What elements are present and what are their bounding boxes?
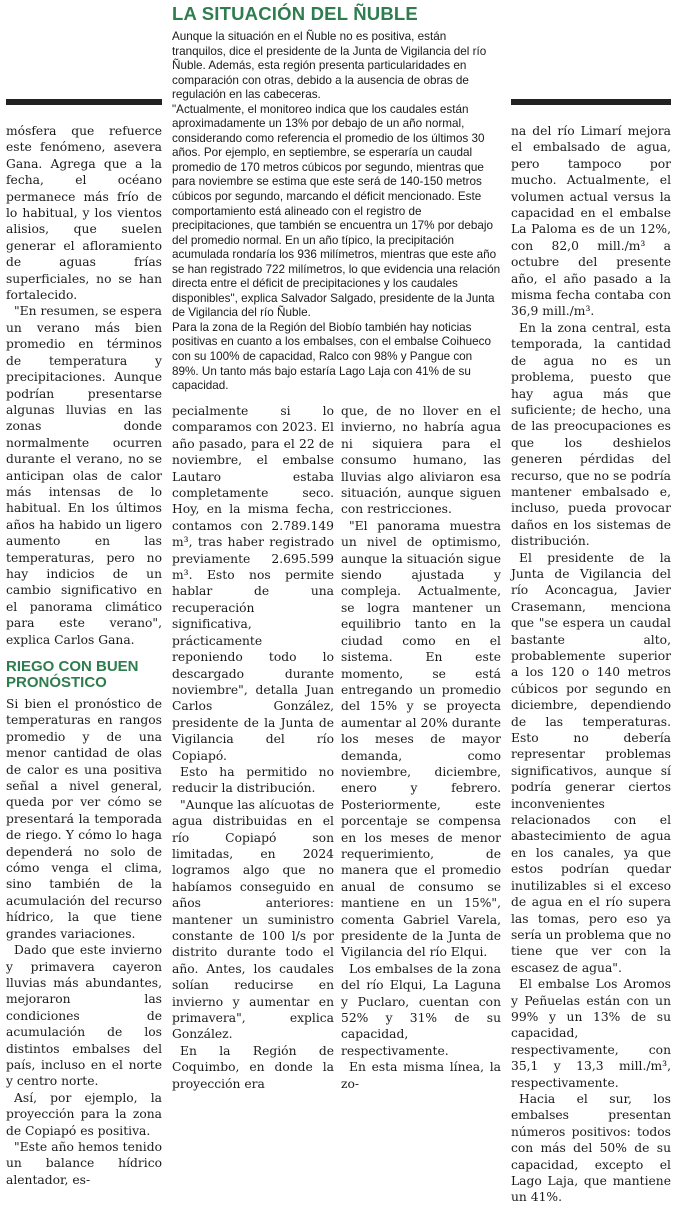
paragraph: En esta misma línea, la zo- [341, 1060, 501, 1091]
paragraph: que, de no llover en el invierno, no habría agua ni siquiera para el consumo humano, las lluvias algo aliviaron esa situación, aunque siguen con restricciones. [341, 404, 501, 517]
paragraph: "El panorama muestra un nivel de optimismo, aunque la situación sigue siendo ajustada y compleja. Actualmente, se logra mantener un equilibrio tanto en la ciudad como en el sistema. En este momento, se está entregando un promedio del 15% y se proyecta aumentar al 20% durante los meses de mayor demanda, como noviembre, diciembre, enero y febrero. Posteriormente, este porcentaje se compensa en los meses de menor requerimiento, de manera que el promedio anual de consumo se mantiene en un 15%", comenta Gabriel Varela, presidente de la Junta de Vigilancia del río Elqui. [341, 518, 501, 960]
paragraph: Hacia el sur, los embalses presentan números positivos: todos con más del 50% de su capacidad, excepto el Lago Laja, que mantiene un 41%. [511, 1091, 671, 1205]
paragraph: "En resumen, se espera un verano más bien promedio en términos de temperatura y precipitaciones. Aunque podrían presentarse algunas lluvias en las zonas donde normalmente ocurren durante el verano, no se anticipan olas de calor más intensas de lo habitual. En los últimos años ha habido un ligero aumento en las temperaturas, pero no hay indicios de un cambio significativo en el panorama climático para este verano", explica Carlos Gana. [6, 304, 162, 647]
sidebar-box-paragraph: "Actualmente, el monitoreo indica que los caudales están aproximadamente un 13% por debajo de un año normal, considerando como referencia el promedio de los últimos 30 años. Por ejemplo, en septiembre, se esperaría un caudal promedio de 170 metros cúbicos por segundo, mientras que para noviembre se estima que este será de 140-150 metros cúbicos por segundo, marcando el déficit mencionado. Este comportamiento está alineado con el registro de precipitaciones, que también se encuentra un 17% por debajo del promedio normal. En un año típico, la precipitación acumulada rondaría los 936 milímetros, mientras que este año se han registrado 722 milímetros, lo que evidencia una relación directa entre el déficit de precipitaciones y los caudales disponibles", explica Salvador Salgado, presidente de la Junta de Vigilancia del río Ñuble. [172, 102, 501, 320]
sidebar-box-title: LA SITUACIÓN DEL ÑUBLE [172, 3, 418, 24]
article-column-3 [341, 403, 501, 1091]
paragraph: mósfera que refuerce este fenómeno, asevera Gana. Agrega que a la fecha, el océano permanece más frío de lo habitual, y los vientos alisios, que suelen generar el afloramiento de aguas frías superficiales, no se han fortalecido. [6, 124, 162, 303]
paragraph: El presidente de la Junta de Vigilancia del río Aconcagua, Javier Crasemann, menciona que "se espera un caudal bastante alto, probablemente superior a los 120 o 140 metros cúbicos por segundo en diciembre, dependiendo de las temperaturas. Esto no debería representar problemas significativos, aunque sí podría generar ciertos inconvenientes relacionados con el abastecimiento de agua en los canales, ya que estos podrían quedar inutilizables si el exceso de agua en el río supera las tomas, pero eso ya sería un problema que no tiene que ver con la escasez de agua". [511, 550, 671, 975]
paragraph: na del río Limarí mejora el embalsado de agua, pero tampoco por mucho. Actualmente, el volumen actual versus la capacidad en el embalse La Paloma es de un 12%, con 82,0 mill./m³ a octubre del presente año, el año pasado a la misma fecha contaba con 36,9 mill./m³. [511, 124, 671, 319]
paragraph: "Este año hemos tenido un balance hídrico alentador, es- [6, 1139, 162, 1187]
left-column-top-rule [6, 99, 162, 105]
paragraph: En la Región de Coquimbo, en donde la proyección era [172, 1043, 334, 1091]
right-column-top-rule [511, 99, 671, 105]
sidebar-box-body [172, 30, 501, 394]
sidebar-box-paragraph: Aunque la situación en el Ñuble no es positiva, están tranquilos, dice el presidente de la Junta de Vigilancia del río Ñuble. Además, esta región presenta particularidades en comparación con otras, debido a la ausencia de obras de regulación en las cabeceras. [172, 30, 487, 102]
article-column-2 [172, 403, 334, 1091]
paragraph: Así, por ejemplo, la proyección para la zona de Copiapó es positiva. [6, 1090, 162, 1138]
paragraph: El embalse Los Aromos y Peñuelas están con un 99% y un 13% de su capacidad, respectivamente, con 35,1 y 13,3 mill./m³, respectivamente. [511, 977, 671, 1090]
article-column-1 [6, 123, 162, 1187]
paragraph: Los embalses de la zona del río Elqui, La Laguna y Puclaro, cuentan con 52% y 31% de su capacidad, respectivamente. [341, 961, 501, 1058]
article-column-4 [511, 123, 671, 1205]
paragraph: pecialmente si lo comparamos con 2023. El año pasado, para el 22 de noviembre, el embalse Lautaro estaba completamente seco. Hoy, en la misma fecha, contamos con 2.789.149 m³, tras haber registrado previamente 2.695.599 m³. Esto nos permite hablar de una recuperación significativa, prácticamente reponiendo todo lo descargado durante noviembre", detalla Juan Carlos González, presidente de la Junta de Vigilancia del río Copiapó. [172, 404, 334, 763]
paragraph: En la zona central, esta temporada, la cantidad de agua no es un problema, puesto que hay agua más que suficiente; de hecho, una de las preocupaciones es que los deshielos generen pérdidas del recurso, que no se podría mantener embalsado e, incluso, pueda provocar daños en los sistemas de distribución. [511, 320, 671, 549]
paragraph: Si bien el pronóstico de temperaturas en rangos promedio y de una menor cantidad de olas de calor es una positiva señal a nivel general, queda por ver cómo se presentará la temporada de riego. Y cómo lo haga dependerá no solo de cómo venga el clima, sino también de la acumulación del recurso hídrico, la que tiene grandes variaciones. [6, 697, 162, 941]
sidebar-box-paragraph: Para la zona de la Región del Biobío también hay noticias positivas en cuanto a los embalses, con el embalse Coihueco con su 100% de capacidad, Ralco con 98% y Pangue con 89%. Un tanto más bajo estaría Lago Laja con 41% de su capacidad. [172, 320, 491, 393]
paragraph: Dado que este invierno y primavera cayeron lluvias más abundantes, mejoraron las condiciones de acumulación de los distintos embalses del país, incluso en el norte y centro norte. [6, 943, 162, 1089]
paragraph: Esto ha permitido no reducir la distribución. [172, 764, 334, 796]
sidebar-box-nuble [172, 0, 501, 392]
paragraph: "Aunque las alícuotas de agua distribuidas en el río Copiapó son limitadas, en 2024 logramos algo que no habíamos conseguido en años anteriores: mantener un suministro constante de 100 l/s por distrito durante todo el año. Antes, los caudales solían reducirse en invierno y aumentar en primavera", explica González. [172, 797, 334, 1042]
section-subheading: RIEGO CON BUEN PRONÓSTICO [6, 658, 139, 691]
